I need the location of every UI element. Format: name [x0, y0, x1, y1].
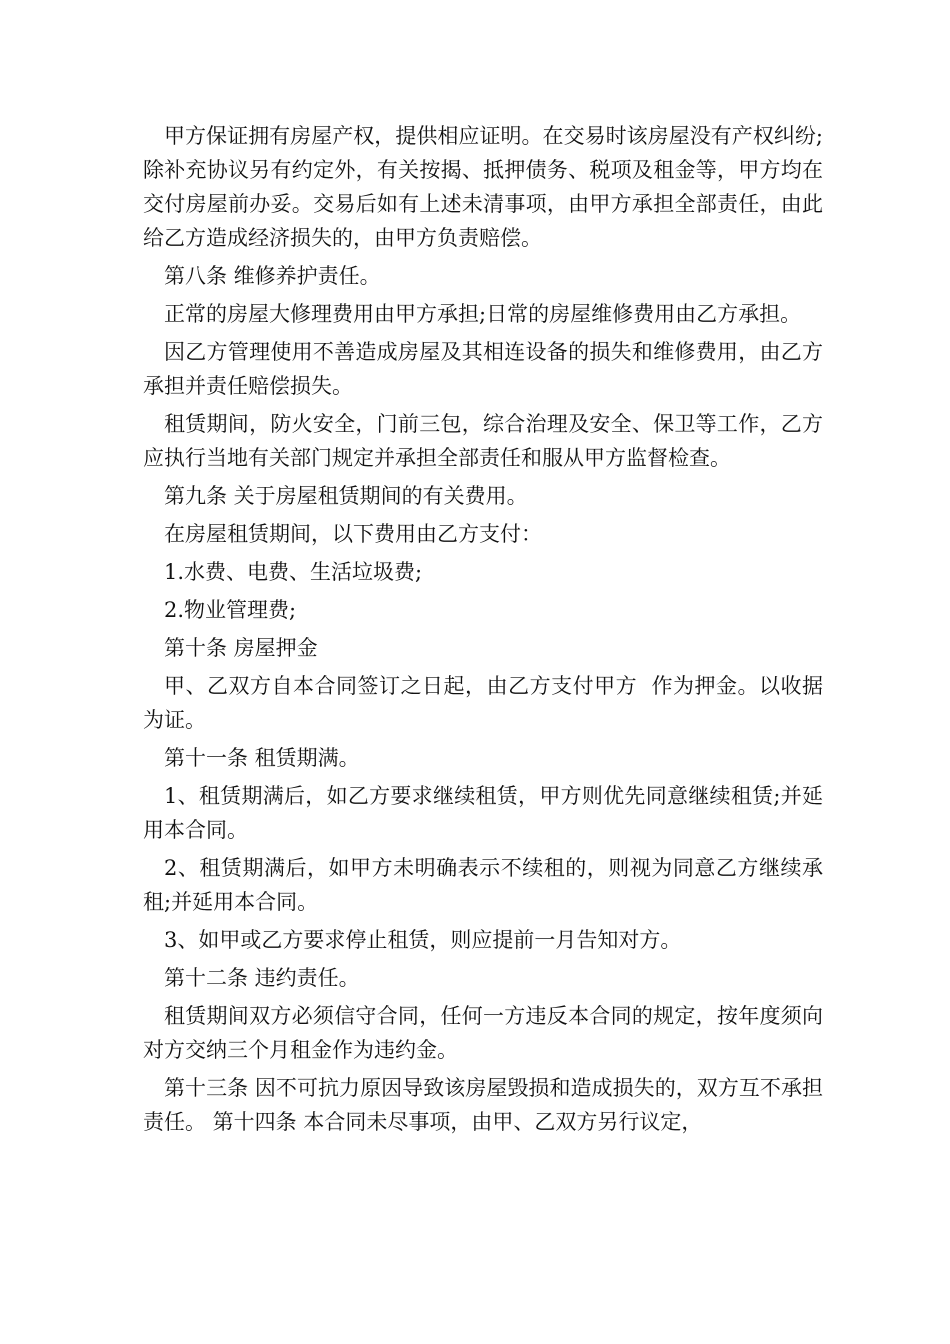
paragraph-title-guarantee: 甲方保证拥有房屋产权，提供相应证明。在交易时该房屋没有产权纠纷;除补充协议另有约定外，有关按揭、抵押债务、税项及租金等，甲方均在交付房屋前办妥。交易后如有上述未清事项，由甲方承担全部责任，由此给乙方造成经济损失的，由甲方负责赔偿。	[143, 124, 823, 250]
list-item-renewal-tenant: 1、租赁期满后，如乙方要求继续租赁，甲方则优先同意继续租赁;并延用本合同。	[143, 784, 823, 842]
article-8-heading: 第八条 维修养护责任。	[164, 264, 381, 288]
paragraph-safety-duties: 租赁期间，防火安全，门前三包，综合治理及安全、保卫等工作，乙方应执行当地有关部门规定并承担全部责任和服从甲方监督检查。	[143, 412, 823, 470]
list-item-termination-notice: 3、如甲或乙方要求停止租赁，则应提前一月告知对方。	[164, 928, 682, 952]
paragraph-breach-penalty: 租赁期间双方必须信守合同，任何一方违反本合同的规定，按年度须向对方交纳三个月租金作为违约金。	[143, 1004, 823, 1062]
paragraph-repair-costs: 正常的房屋大修理费用由甲方承担;日常的房屋维修费用由乙方承担。	[164, 302, 802, 326]
paragraph-fees-intro: 在房屋租赁期间，以下费用由乙方支付：	[164, 522, 542, 546]
article-12-heading: 第十二条 违约责任。	[164, 966, 360, 990]
article-9-heading: 第九条 关于房屋租赁期间的有关费用。	[164, 484, 528, 508]
paragraph-damage-liability: 因乙方管理使用不善造成房屋及其相连设备的损失和维修费用，由乙方承担并责任赔偿损失。	[143, 340, 823, 398]
list-item-utilities: 1.水费、电费、生活垃圾费;	[164, 560, 423, 584]
article-10-heading: 第十条 房屋押金	[164, 636, 318, 660]
paragraph-force-majeure: 第十三条 因不可抗力原因导致该房屋毁损和造成损失的，双方互不承担责任。 第十四条 本合同未尽事项，由甲、乙双方另行议定，	[143, 1076, 823, 1134]
article-11-heading: 第十一条 租赁期满。	[164, 746, 360, 770]
list-item-property-management: 2.物业管理费;	[164, 598, 297, 622]
paragraph-deposit: 甲、乙双方自本合同签订之日起，由乙方支付甲方 作为押金。以收据为证。	[143, 674, 823, 732]
document-body	[143, 119, 823, 1143]
list-item-renewal-landlord: 2、租赁期满后，如甲方未明确表示不续租的，则视为同意乙方继续承租;并延用本合同。	[143, 856, 823, 914]
